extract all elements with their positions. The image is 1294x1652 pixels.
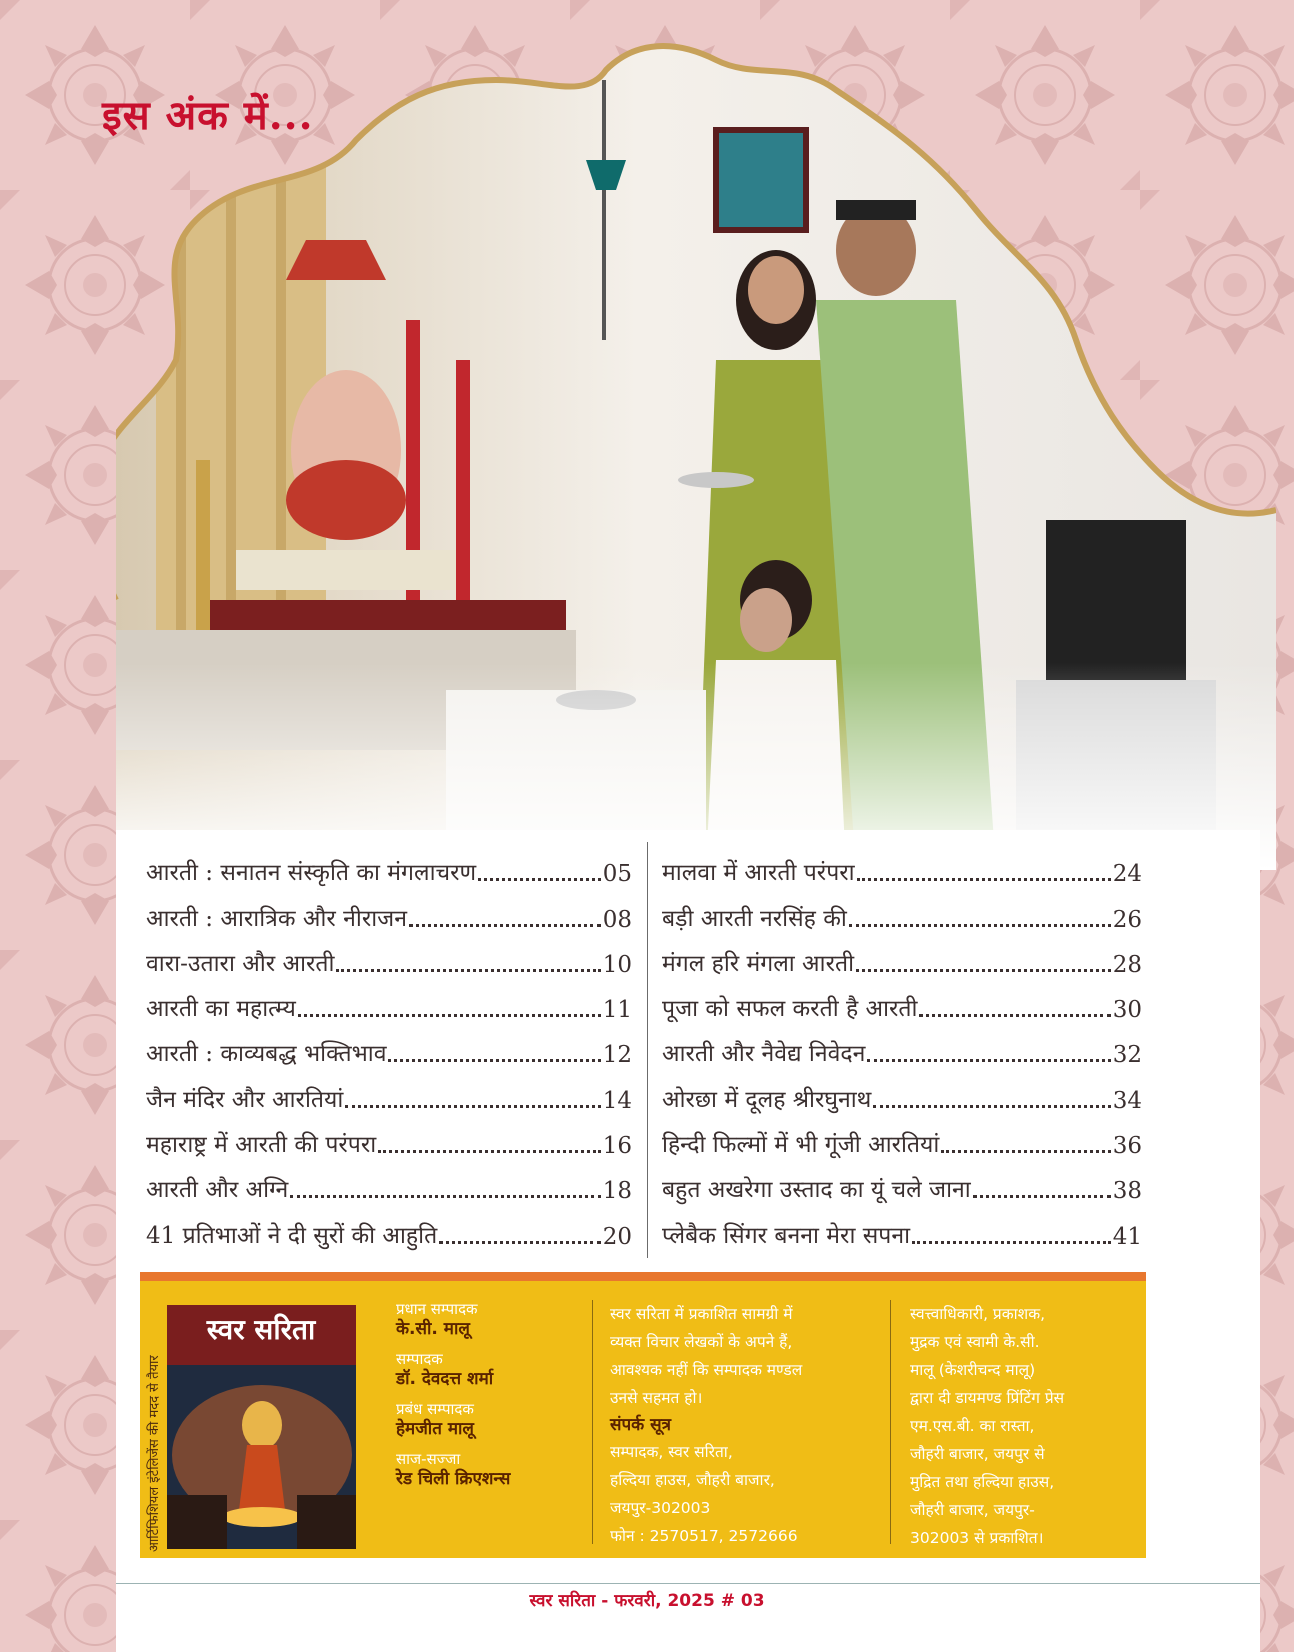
toc-entry[interactable] xyxy=(146,933,632,978)
toc-leader xyxy=(867,1058,1110,1062)
editor-role: प्रधान सम्पादक xyxy=(396,1300,478,1318)
editor-name: के.सी. मालू xyxy=(396,1319,470,1339)
toc-right-column xyxy=(662,842,1142,1250)
toc-leader xyxy=(290,1194,600,1198)
toc-title: हिन्दी फिल्मों में भी गूंजी आरतियां xyxy=(662,1132,940,1159)
info-separator xyxy=(890,1300,891,1544)
toc-page: 36 xyxy=(1112,1133,1142,1160)
toc-entry[interactable] xyxy=(146,978,632,1023)
toc-leader xyxy=(941,1149,1110,1153)
contact-line: जयपुर-302003 xyxy=(610,1499,711,1517)
toc-leader xyxy=(298,1013,601,1017)
toc-page: 05 xyxy=(602,861,632,888)
toc-leader xyxy=(345,1104,600,1108)
cover-title: स्वर सरिता xyxy=(206,1313,316,1346)
publisher-line: मुद्रक एवं स्वामी के.सी. xyxy=(910,1333,1040,1351)
disclaimer-line: स्वर सरिता में प्रकाशित सामग्री में xyxy=(610,1305,793,1323)
toc-page: 41 xyxy=(1112,1223,1142,1250)
disclaimer-line: आवश्यक नहीं कि सम्पादक मण्डल xyxy=(610,1361,803,1379)
publisher-line: 302003 से प्रकाशित। xyxy=(910,1529,1044,1547)
editorial-credits xyxy=(396,1300,576,1500)
toc-entry[interactable] xyxy=(662,1159,1142,1204)
toc-title: प्लेबैक सिंगर बनना मेरा सपना xyxy=(662,1222,911,1249)
toc-entry[interactable] xyxy=(146,1023,632,1068)
toc-entry[interactable] xyxy=(662,978,1142,1023)
toc-page: 28 xyxy=(1112,951,1142,978)
toc-leader xyxy=(388,1058,600,1062)
toc-entry[interactable] xyxy=(146,887,632,932)
toc-page: 10 xyxy=(602,951,632,978)
toc-title: आरती और अग्नि xyxy=(146,1177,289,1204)
toc-title: मालवा में आरती परंपरा xyxy=(662,860,855,887)
editor-name: हेमजीत मालू xyxy=(396,1419,474,1439)
publisher-line: स्वत्त्वाधिकारी, प्रकाशक, xyxy=(910,1305,1046,1323)
magazine-cover-thumbnail[interactable] xyxy=(167,1305,356,1549)
publisher-line: द्वारा दी डायमण्ड प्रिंटिंग प्रेस xyxy=(910,1389,1065,1407)
toc-title: महाराष्ट्र में आरती की परंपरा xyxy=(146,1132,377,1159)
toc-entry[interactable] xyxy=(662,1204,1142,1249)
toc-left-column xyxy=(146,842,632,1250)
info-box-top-strip xyxy=(140,1272,1146,1281)
toc-title: आरती : सनातन संस्कृति का मंगलाचरण xyxy=(146,860,477,887)
toc-entry[interactable] xyxy=(662,1068,1142,1113)
publisher-line: एम.एस.बी. का रास्ता, xyxy=(910,1417,1035,1435)
toc-entry[interactable] xyxy=(146,1068,632,1113)
issue-contents-heading: इस अंक में... xyxy=(102,92,314,139)
toc-entry[interactable] xyxy=(146,1159,632,1204)
toc-entry[interactable] xyxy=(662,1023,1142,1068)
toc-title: आरती का महात्म्य xyxy=(146,996,296,1023)
toc-title: बड़ी आरती नरसिंह की xyxy=(662,905,847,932)
toc-page: 20 xyxy=(602,1223,632,1250)
toc-leader xyxy=(409,923,601,927)
toc-leader xyxy=(378,1149,601,1153)
toc-title: 41 प्रतिभाओं ने दी सुरों की आहुति xyxy=(146,1222,438,1249)
toc-entry[interactable] xyxy=(662,933,1142,978)
toc-leader xyxy=(849,923,1111,927)
toc-page: 26 xyxy=(1112,906,1142,933)
toc-entry[interactable] xyxy=(146,842,632,887)
footer-magazine: स्वर सरिता xyxy=(529,1591,596,1611)
toc-leader xyxy=(856,968,1111,972)
toc-page: 34 xyxy=(1112,1087,1142,1114)
toc-title: आरती : काव्यबद्ध भक्तिभाव xyxy=(146,1041,387,1068)
toc-page: 16 xyxy=(602,1133,632,1160)
toc-title: मंगल हरि मंगला आरती xyxy=(662,950,855,977)
toc-entry[interactable] xyxy=(662,887,1142,932)
toc-leader xyxy=(919,1013,1110,1017)
publisher-info xyxy=(910,1300,1130,1552)
toc-title: बहुत अखरेगा उस्ताद का यूं चले जाना xyxy=(662,1177,971,1204)
toc-page: 11 xyxy=(602,997,632,1024)
toc-leader xyxy=(973,1194,1111,1198)
toc-title: जैन मंदिर और आरतियां xyxy=(146,1086,344,1113)
footer-date: फरवरी, 2025 xyxy=(614,1591,715,1611)
editor-role: प्रबंध सम्पादक xyxy=(396,1400,474,1418)
toc-leader xyxy=(336,968,600,972)
editor-name: रेड चिली क्रिएशन्स xyxy=(396,1469,511,1489)
cover-side-caption: आर्टिफिशियल इंटेलिजेंस की मदद से तैयार xyxy=(147,1355,162,1552)
disclaimer-line: व्यक्त विचार लेखकों के अपने हैं, xyxy=(610,1333,793,1351)
toc-page: 14 xyxy=(602,1087,632,1114)
toc-leader xyxy=(478,877,601,881)
publisher-line: मालू (केशरीचन्द मालू) xyxy=(910,1361,1036,1379)
page-footer xyxy=(0,1588,1294,1611)
publisher-line: जौहरी बाजार, जयपुर से xyxy=(910,1445,1045,1463)
toc-page: 08 xyxy=(602,906,632,933)
editor-name: डॉ. देवदत्त शर्मा xyxy=(396,1369,494,1389)
toc-entry[interactable] xyxy=(662,1114,1142,1159)
toc-page: 18 xyxy=(602,1178,632,1205)
toc-leader xyxy=(912,1240,1111,1244)
contact-line: सम्पादक, स्वर सरिता, xyxy=(610,1443,733,1461)
editor-role: साज-सज्जा xyxy=(396,1450,461,1468)
publisher-line: मुद्रित तथा हल्दिया हाउस, xyxy=(910,1473,1055,1491)
toc-page: 24 xyxy=(1112,861,1142,888)
toc-page: 30 xyxy=(1112,997,1142,1024)
footer-rule xyxy=(116,1583,1260,1584)
toc-title: ओरछा में दूलह श्रीरघुनाथ xyxy=(662,1086,872,1113)
toc-page: 32 xyxy=(1112,1042,1142,1069)
contact-line: हल्दिया हाउस, जौहरी बाजार, xyxy=(610,1471,775,1489)
toc-title: वारा-उतारा और आरती xyxy=(146,950,335,977)
disclaimer-line: उनसे सहमत हो। xyxy=(610,1389,703,1407)
toc-divider xyxy=(647,842,648,1258)
footer-page-number: # 03 xyxy=(714,1591,765,1611)
toc-leader xyxy=(857,877,1111,881)
toc-leader xyxy=(439,1240,601,1244)
disclaimer-contact xyxy=(610,1300,872,1550)
toc-entry[interactable] xyxy=(662,842,1142,887)
toc-leader xyxy=(873,1104,1110,1108)
toc-entry[interactable] xyxy=(146,1114,632,1159)
puja-photo xyxy=(116,40,1276,870)
editor-role: सम्पादक xyxy=(396,1350,443,1368)
toc-title: आरती : आरात्रिक और नीराजन xyxy=(146,905,408,932)
contact-phone: फोन : 2570517, 2572666 xyxy=(610,1527,798,1545)
info-separator xyxy=(592,1300,593,1544)
toc-title: आरती और नैवेद्य निवेदन xyxy=(662,1041,866,1068)
toc-page: 12 xyxy=(602,1042,632,1069)
toc-title: पूजा को सफल करती है आरती xyxy=(662,996,918,1023)
publisher-line: जौहरी बाजार, जयपुर- xyxy=(910,1501,1035,1519)
toc-page: 38 xyxy=(1112,1178,1142,1205)
toc-entry[interactable] xyxy=(146,1204,632,1249)
footer-sep: - xyxy=(595,1591,615,1611)
contact-heading: संपर्क सूत्र xyxy=(610,1415,671,1435)
